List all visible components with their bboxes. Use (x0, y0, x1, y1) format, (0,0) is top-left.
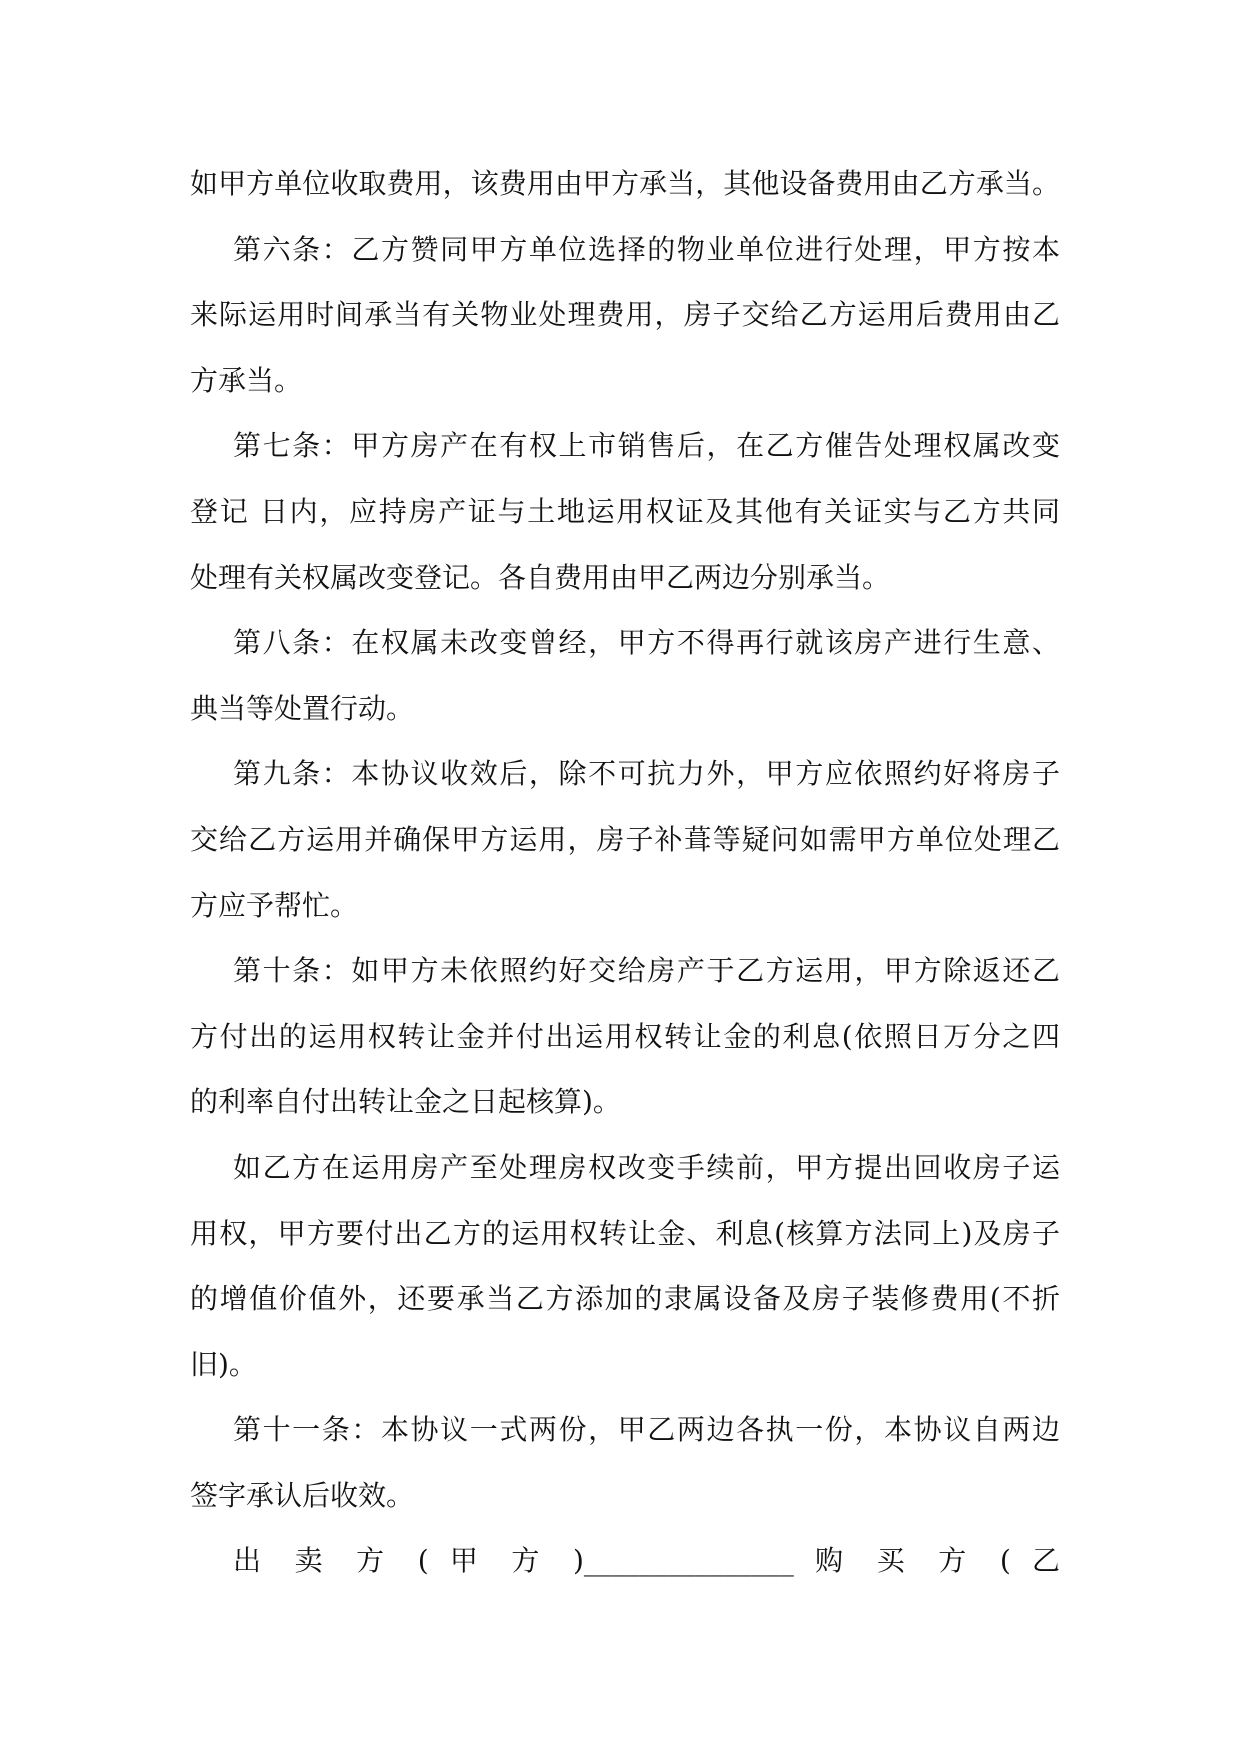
clause-10-line: 第十条：如甲方未依照约好交给房产于乙方运用，甲方除返还乙 (233, 954, 1060, 988)
clause-9-line: 第九条：本协议收效后，除不可抗力外，甲方应依照约好将房子 (233, 757, 1060, 791)
document-line: 方应予帮忙。 (190, 888, 359, 922)
clause-8-line: 第八条：在权属未改变曾经，甲方不得再行就该房产进行生意、 (233, 626, 1060, 660)
clause-11-line: 第十一条：本协议一式两份，甲乙两边各执一份，本协议自两边 (233, 1413, 1060, 1447)
document-line: 交给乙方运用并确保甲方运用，房子补葺等疑问如需甲方单位处理乙 (190, 822, 1060, 856)
clause-6-line: 第六条：乙方赞同甲方单位选择的物业单位进行处理，甲方按本 (233, 232, 1060, 266)
clause-7-line: 第七条：甲方房产在有权上市销售后，在乙方催告处理权属改变 (233, 429, 1060, 463)
document-line: 典当等处置行动。 (190, 691, 415, 725)
document-line: 的利率自付出转让金之日起核算)。 (190, 1085, 621, 1119)
document-body (190, 151, 1060, 1594)
signature-line: 出 卖 方 ( 甲 方 )_______________ 购 买 方 ( 乙 (233, 1544, 1060, 1578)
document-line: 用权，甲方要付出乙方的运用权转让金、利息(核算方法同上)及房子 (190, 1216, 1060, 1250)
document-line: 如甲方单位收取费用，该费用由甲方承当，其他设备费用由乙方承当。 (190, 167, 1060, 200)
document-line: 来际运用时间承当有关物业处理费用，房子交给乙方运用后费用由乙 (190, 298, 1060, 332)
document-line: 方承当。 (190, 363, 303, 397)
document-line: 旧)。 (190, 1347, 257, 1381)
document-line: 登记 日内，应持房产证与土地运用权证及其他有关证实与乙方共同 (190, 494, 1060, 528)
document-line: 签字承认后收效。 (190, 1478, 415, 1512)
document-line: 处理有关权属改变登记。各自费用由甲乙两边分别承当。 (190, 560, 891, 594)
paragraph-line: 如乙方在运用房产至处理房权改变手续前，甲方提出回收房子运 (233, 1150, 1060, 1184)
document-line: 方付出的运用权转让金并付出运用权转让金的利息(依照日万分之四 (190, 1019, 1060, 1053)
document-line: 的增值价值外，还要承当乙方添加的隶属设备及房子装修费用(不折 (190, 1282, 1060, 1316)
